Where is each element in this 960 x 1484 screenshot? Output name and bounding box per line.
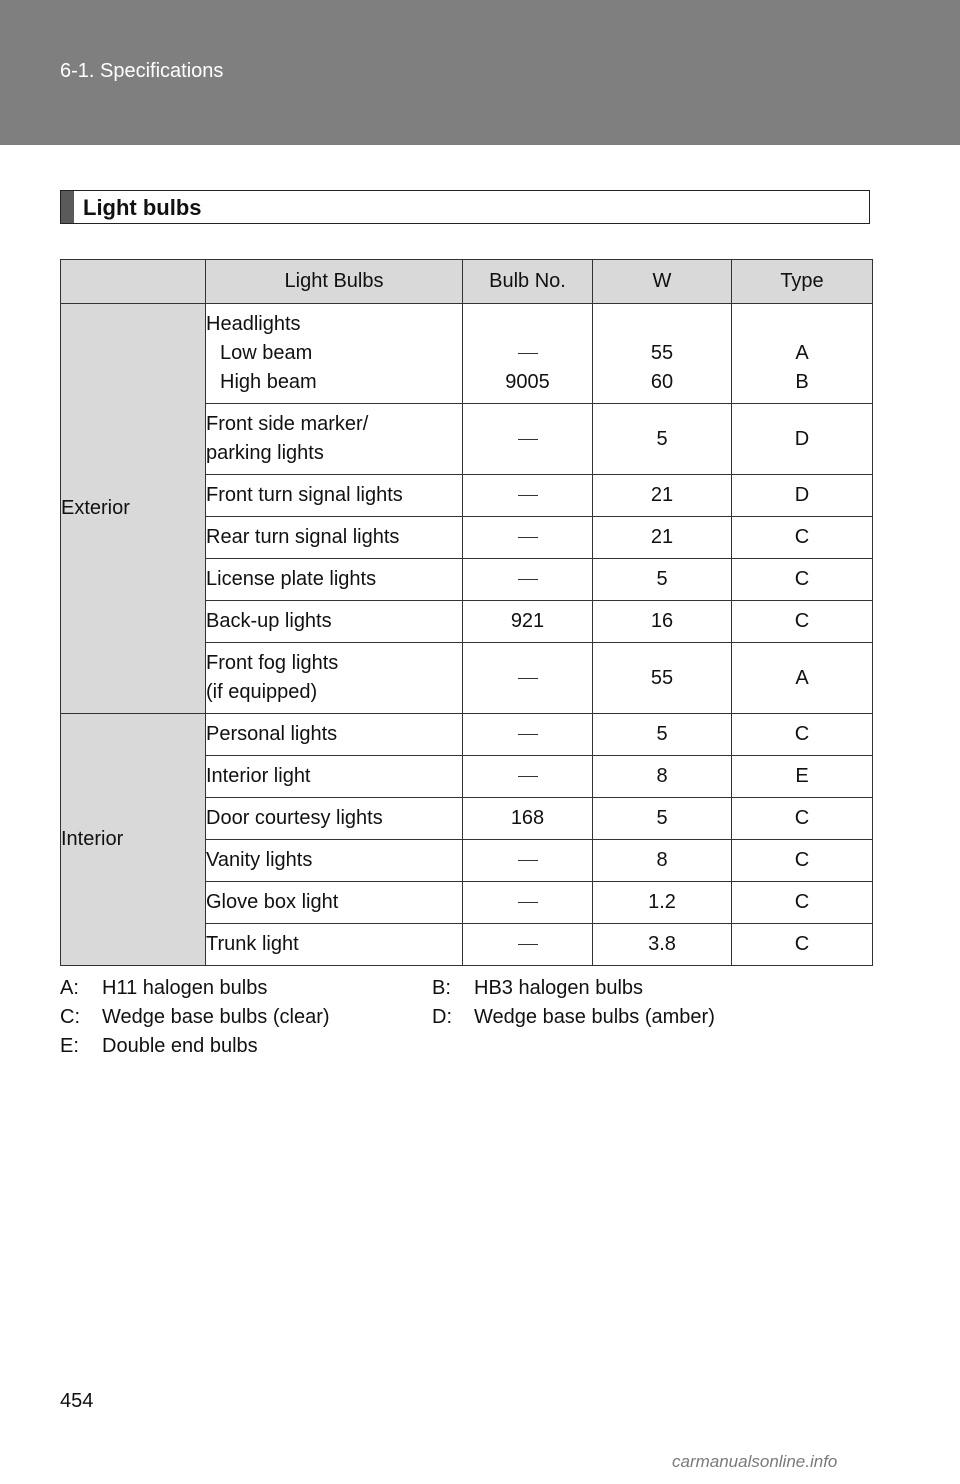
group-label-interior: Interior	[61, 714, 206, 966]
dash-mark	[518, 439, 538, 440]
bulb-type: A	[732, 643, 873, 714]
footnote-text: HB3 halogen bulbs	[474, 977, 644, 999]
footnote-d	[432, 1003, 715, 1032]
bulb-name: Rear turn signal lights	[206, 517, 463, 559]
page-number: 454	[60, 1390, 94, 1412]
bulb-name: Front side marker/	[206, 413, 369, 435]
bulb-number-cell	[463, 304, 593, 404]
bulb-name: parking lights	[206, 442, 324, 464]
bulb-number: 921	[463, 601, 593, 643]
bulb-type: B	[795, 371, 809, 393]
column-header-light-bulbs: Light Bulbs	[206, 260, 463, 304]
group-label-exterior: Exterior	[61, 304, 206, 714]
footnote-text: Wedge base bulbs (clear)	[102, 1006, 330, 1028]
bulb-number-cell	[463, 475, 593, 517]
column-header-bulb-no: Bulb No.	[463, 260, 593, 304]
page-header-band	[0, 0, 960, 145]
footnote-key: E:	[60, 1035, 79, 1057]
column-header-w: W	[593, 260, 732, 304]
bulb-type: C	[732, 798, 873, 840]
footnote-text: H11 halogen bulbs	[102, 977, 268, 999]
title-accent-block	[61, 191, 74, 223]
bulb-number-cell	[463, 517, 593, 559]
bulb-name: License plate lights	[206, 559, 463, 601]
bulb-name-cell	[206, 404, 463, 475]
dash-mark	[518, 860, 538, 861]
table-row	[61, 714, 873, 756]
wattage: 8	[593, 756, 732, 798]
column-header-type: Type	[732, 260, 873, 304]
footnote-key: C:	[60, 1006, 80, 1028]
wattage: 21	[593, 517, 732, 559]
bulb-type: D	[732, 404, 873, 475]
footnote-b	[432, 974, 643, 1003]
wattage: 8	[593, 840, 732, 882]
bulb-name: Back-up lights	[206, 601, 463, 643]
wattage: 3.8	[593, 924, 732, 966]
bulb-name-cell	[206, 304, 463, 404]
dash-mark	[518, 776, 538, 777]
bulb-type: C	[732, 517, 873, 559]
bulb-number-cell	[463, 882, 593, 924]
footnote-text: Double end bulbs	[102, 1035, 258, 1057]
wattage: 16	[593, 601, 732, 643]
footnote-a	[60, 974, 267, 1003]
footnote-key: D:	[432, 1006, 452, 1028]
wattage: 5	[593, 714, 732, 756]
bulb-name: Vanity lights	[206, 840, 463, 882]
wattage: 21	[593, 475, 732, 517]
wattage: 5	[593, 404, 732, 475]
bulb-name: Interior light	[206, 756, 463, 798]
dash-mark	[518, 944, 538, 945]
bulb-number-cell	[463, 559, 593, 601]
dash-mark	[518, 678, 538, 679]
wattage: 5	[593, 559, 732, 601]
wattage: 5	[593, 798, 732, 840]
watermark: carmanualsonline.info	[672, 1452, 838, 1471]
footnote-c	[60, 1003, 330, 1032]
bulb-number-cell	[463, 643, 593, 714]
bulb-number: 168	[463, 798, 593, 840]
bulb-number-cell	[463, 924, 593, 966]
wattage: 55	[650, 342, 674, 364]
bulb-name: Front fog lights	[206, 652, 339, 674]
wattage: 60	[650, 371, 674, 393]
dash-mark	[518, 537, 538, 538]
bulb-number-cell	[463, 404, 593, 475]
light-bulbs-table	[60, 259, 873, 966]
bulb-type: C	[732, 559, 873, 601]
bulb-number-cell	[463, 756, 593, 798]
footnote-text: Wedge base bulbs (amber)	[474, 1006, 715, 1028]
bulb-number-cell	[463, 714, 593, 756]
footnote-key: B:	[432, 977, 451, 999]
bulb-name: Front turn signal lights	[206, 475, 463, 517]
section-title-bar	[60, 190, 870, 224]
bulb-name: Personal lights	[206, 714, 463, 756]
bulb-name: (if equipped)	[206, 681, 318, 703]
dash-mark	[518, 902, 538, 903]
dash-mark	[518, 734, 538, 735]
wattage-cell	[593, 304, 732, 404]
bulb-number: 9005	[505, 371, 550, 393]
table-header-row	[61, 260, 873, 304]
bulb-subname: Low beam	[220, 342, 313, 364]
bulb-type: C	[732, 924, 873, 966]
bulb-name-cell	[206, 643, 463, 714]
bulb-type: C	[732, 882, 873, 924]
bulb-type: C	[732, 714, 873, 756]
footnote-key: A:	[60, 977, 79, 999]
bulb-type: A	[795, 342, 809, 364]
section-label: 6-1. Specifications	[60, 60, 224, 82]
footnote-e	[60, 1032, 258, 1061]
bulb-type: E	[732, 756, 873, 798]
section-title: Light bulbs	[83, 195, 202, 220]
bulb-subname: High beam	[220, 371, 317, 393]
bulb-type: D	[732, 475, 873, 517]
dash-mark	[518, 353, 538, 354]
type-cell	[732, 304, 873, 404]
dash-mark	[518, 495, 538, 496]
bulb-type: C	[732, 601, 873, 643]
wattage: 55	[593, 643, 732, 714]
bulb-type: C	[732, 840, 873, 882]
dash-mark	[518, 579, 538, 580]
bulb-name: Glove box light	[206, 882, 463, 924]
table-row	[61, 304, 873, 404]
bulb-name: Door courtesy lights	[206, 798, 463, 840]
header-blank-cell	[61, 260, 206, 304]
bulb-name: Headlights	[206, 313, 301, 335]
bulb-name: Trunk light	[206, 924, 463, 966]
bulb-number-cell	[463, 840, 593, 882]
wattage: 1.2	[593, 882, 732, 924]
